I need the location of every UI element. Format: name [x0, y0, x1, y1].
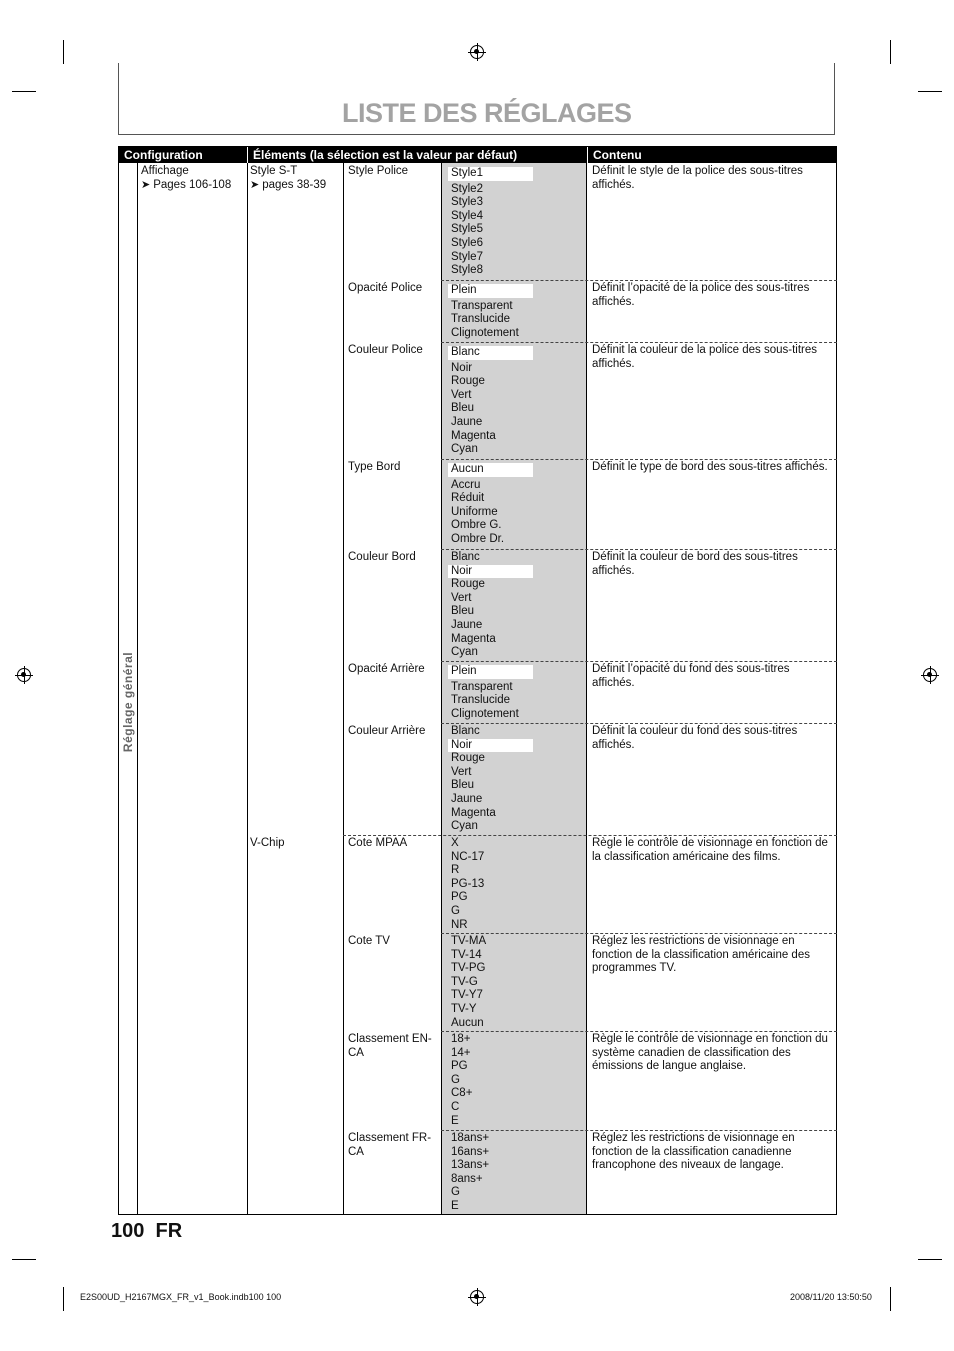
option-item: PG	[451, 1060, 468, 1073]
option-item: E	[451, 1114, 459, 1127]
option-item: E	[451, 1200, 459, 1212]
option-item: TV-Y7	[451, 989, 483, 1002]
row-divider	[343, 835, 837, 836]
setting-label: Cote MPAA	[348, 837, 408, 849]
setting-description: Définit l’opacité du fond des sous-titres affichés.	[592, 663, 790, 689]
footer-left: E2S00UD_H2167MGX_FR_v1_Book.indb100 100	[80, 1292, 282, 1302]
setting-description: Définit la couleur de la police des sous-titres affichés.	[592, 344, 818, 370]
header-elements: Éléments (la sélection est la valeur par défaut)	[247, 147, 587, 163]
option-item: TV-PG	[451, 962, 486, 975]
option-item: Jaune	[451, 793, 483, 805]
affichage-cell	[141, 165, 247, 192]
option-item: NC-17	[451, 850, 485, 863]
option-item: 8ans+	[451, 1172, 483, 1185]
language-code: FR	[155, 1220, 183, 1242]
page-title: LISTE DES RÉGLAGES	[342, 98, 632, 128]
setting-label: Opacité Arrière	[348, 663, 425, 675]
option-item: Style8	[451, 264, 483, 277]
option-item: Jaune	[451, 416, 483, 428]
column-divider	[137, 163, 138, 1214]
setting-label: Classement EN-CA	[348, 1033, 432, 1059]
setting-label: Cote TV	[348, 935, 390, 947]
option-item: Rouge	[451, 578, 485, 591]
option-item: Rouge	[451, 375, 485, 388]
option-item: Style3	[451, 196, 483, 209]
style-st-cell	[250, 165, 344, 192]
option-item: Accru	[451, 478, 481, 491]
option-item: Transparent	[451, 299, 513, 312]
setting-label: Classement FR-CA	[348, 1132, 432, 1158]
setting-label: Type Bord	[348, 461, 401, 473]
column-divider	[441, 163, 442, 1214]
option-item: Style5	[451, 223, 483, 236]
option-item: C8+	[451, 1087, 473, 1100]
setting-description: Définit la couleur de bord des sous-titres affichés.	[592, 551, 798, 577]
option-item: Clignotement	[451, 707, 519, 720]
header-configuration: Configuration	[119, 147, 247, 163]
option-item: Noir	[451, 361, 473, 374]
option-item: Aucun	[451, 1016, 484, 1029]
option-item: Style6	[451, 237, 483, 249]
arrow-right-icon: ➤	[250, 178, 260, 191]
setting-label: Couleur Arrière	[348, 725, 426, 737]
registration-mark-left	[17, 668, 31, 682]
option-item: Translucide	[451, 313, 511, 326]
option-item: Bleu	[451, 402, 475, 415]
option-item: PG	[451, 891, 468, 904]
option-item: Translucide	[451, 694, 511, 707]
option-item: G	[451, 1186, 460, 1199]
option-item: NR	[451, 918, 468, 931]
option-item: PG-13	[451, 877, 485, 890]
option-item: TV-MA	[451, 935, 487, 947]
settings-table	[118, 146, 837, 1215]
column-divider	[343, 163, 344, 1214]
option-item: Ombre G.	[451, 519, 502, 532]
option-default: Plein	[448, 284, 533, 298]
registration-mark-bottom	[470, 1290, 484, 1304]
option-item: Vert	[451, 765, 472, 778]
option-item: 18ans+	[451, 1132, 490, 1144]
option-item: X	[451, 837, 459, 849]
option-item: Magenta	[451, 632, 496, 645]
option-default: Noir	[448, 739, 533, 753]
option-item: Uniforme	[451, 505, 498, 518]
option-item: 18+	[451, 1033, 471, 1045]
row-divider	[441, 1130, 837, 1131]
option-item: G	[451, 905, 460, 917]
option-item: Style7	[451, 250, 483, 263]
option-item: 13ans+	[451, 1159, 490, 1172]
row-divider	[441, 342, 837, 343]
column-divider	[247, 163, 248, 1214]
row-divider	[441, 459, 837, 460]
option-item: Transparent	[451, 680, 513, 693]
option-item: Réduit	[451, 492, 485, 505]
option-item: Cyan	[451, 646, 478, 659]
option-item: Bleu	[451, 605, 475, 618]
option-default: Style1	[448, 167, 533, 181]
setting-description: Réglez les restrictions de visionnage en fonction de la classification américaine des programmes TV.	[592, 935, 810, 975]
row-divider	[441, 1031, 837, 1032]
row-divider	[441, 549, 837, 550]
option-item: Magenta	[451, 429, 496, 442]
option-item: Cyan	[451, 443, 478, 456]
option-item: Blanc	[451, 725, 480, 737]
option-item: Rouge	[451, 752, 485, 765]
setting-description: Réglez les restrictions de visionnage en fonction de la classification canadienne francophone des niveaux de langage.	[592, 1132, 795, 1172]
option-item: Cyan	[451, 820, 478, 833]
option-item: Clignotement	[451, 326, 519, 339]
arrow-right-icon: ➤	[141, 178, 151, 191]
affichage-pages: Pages 106-108	[153, 178, 232, 191]
option-default: Plein	[448, 665, 533, 679]
setting-label: Couleur Police	[348, 344, 423, 356]
option-item: 16ans+	[451, 1145, 490, 1158]
option-item: Magenta	[451, 806, 496, 819]
option-item: C	[451, 1101, 460, 1113]
option-item: TV-Y	[451, 1003, 477, 1015]
setting-label: Style Police	[348, 165, 409, 177]
registration-mark-right	[923, 668, 937, 682]
option-item: Vert	[451, 388, 472, 401]
vchip-label: V-Chip	[250, 837, 285, 849]
option-item: 14+	[451, 1046, 471, 1059]
setting-description: Règle le contrôle de visionnage en fonction du système canadien de classification des émissions de langue anglaise.	[592, 1033, 828, 1073]
setting-description: Règle le contrôle de visionnage en fonction de la classification américaine des films.	[592, 837, 828, 863]
setting-label: Couleur Bord	[348, 551, 416, 563]
footer-right: 2008/11/20 13:50:50	[790, 1292, 872, 1302]
setting-label: Opacité Police	[348, 282, 423, 294]
style-st-label: Style S-T	[250, 165, 298, 177]
option-default: Noir	[448, 565, 533, 579]
option-item: G	[451, 1073, 460, 1086]
setting-description: Définit la couleur du fond des sous-titres affichés.	[592, 725, 798, 751]
option-item: Ombre Dr.	[451, 533, 505, 545]
registration-mark-top	[470, 45, 484, 59]
option-item: TV-G	[451, 975, 478, 988]
option-item: R	[451, 864, 460, 877]
option-item: Style4	[451, 209, 483, 222]
option-item: Bleu	[451, 779, 475, 792]
setting-description: Définit l’opacité de la police des sous-titres affichés.	[592, 282, 810, 308]
header-contenu: Contenu	[587, 147, 837, 163]
row-divider	[441, 933, 837, 934]
page-number: 100 FR	[111, 1220, 183, 1242]
setting-description: Définit le type de bord des sous-titres affichés.	[592, 461, 828, 473]
affichage-label: Affichage	[141, 165, 189, 177]
option-item: Vert	[451, 591, 472, 604]
setting-description: Définit le style de la police des sous-titres affichés.	[592, 165, 803, 191]
option-default: Aucun	[448, 463, 533, 477]
column-divider	[586, 163, 587, 1214]
row-divider	[441, 723, 837, 724]
option-item: Style2	[451, 182, 483, 195]
row-divider	[441, 280, 837, 281]
category-vertical-label: Réglage général	[121, 651, 135, 753]
option-item: Jaune	[451, 619, 483, 631]
row-divider	[441, 661, 837, 662]
style-st-pages: pages 38-39	[262, 178, 327, 191]
option-item: Blanc	[451, 551, 480, 563]
option-item: TV-14	[451, 948, 482, 961]
option-default: Blanc	[448, 346, 533, 360]
